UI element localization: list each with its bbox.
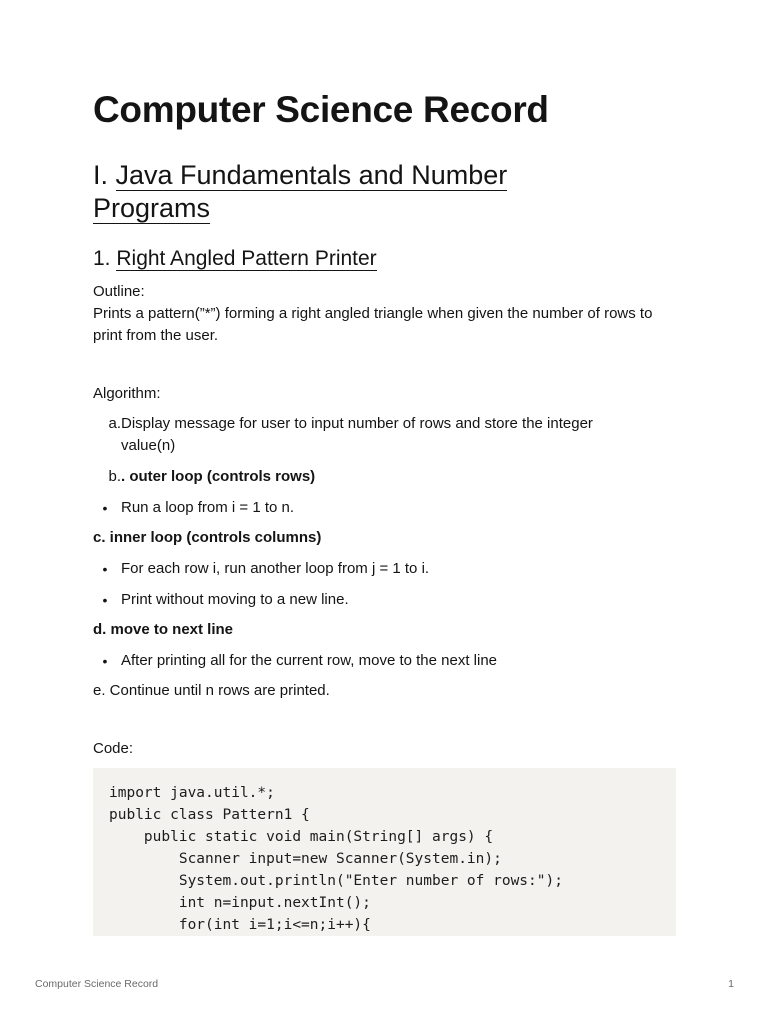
- step-e-text: e. Continue until n rows are printed.: [93, 682, 330, 699]
- code-source: import java.util.*; public class Pattern1 { public static void main(String[] args) { Scanner input=new Scanner(System.in); System.out.println("Enter number of rows:"); int n=input.nextInt(); for(int i=1;i<=n;i++){: [109, 785, 563, 933]
- footer-title: Computer Science Record: [35, 978, 159, 990]
- bullet-icon: •: [102, 500, 108, 516]
- step-b-text: . outer loop (controls rows): [121, 468, 316, 485]
- subsection-heading: [93, 244, 377, 274]
- code-block: [93, 768, 676, 936]
- step-c-bullet-1-text: For each row i, run another loop from j = 1 to i.: [121, 560, 430, 577]
- step-d-heading: d. move to next line: [93, 621, 234, 638]
- subsection-title: Right Angled Pattern Printer: [116, 247, 377, 270]
- step-c-heading: c. inner loop (controls columns): [93, 529, 322, 546]
- step-b-bullet-text: Run a loop from i = 1 to n.: [121, 499, 295, 516]
- step-b-marker: b.: [108, 468, 121, 485]
- outline-text: Prints a pattern(”*”) forming a right angled triangle when given the number of rows to print from the user.: [93, 305, 653, 344]
- step-c-bullet-2-text: Print without moving to a new line.: [121, 591, 349, 608]
- algorithm-step-b: [93, 466, 677, 488]
- section-title: Java Fundamentals and Number Programs: [93, 160, 508, 223]
- step-b-bullet: [93, 497, 677, 519]
- code-label: Code:: [93, 740, 134, 757]
- algorithm-label: Algorithm:: [93, 385, 161, 402]
- step-c-bullet-2: [93, 589, 677, 611]
- step-a-text: Display message for user to input number of rows and store the integer value(n): [121, 415, 593, 454]
- step-c-bullet-1: [93, 558, 677, 580]
- subsection-number: 1.: [93, 247, 117, 270]
- bullet-icon: •: [102, 561, 108, 577]
- document-title: Computer Science Record: [93, 89, 549, 130]
- algorithm-step-a: [93, 413, 677, 457]
- section-heading: [93, 159, 593, 225]
- bullet-icon: •: [102, 592, 108, 608]
- bullet-icon: •: [102, 653, 108, 669]
- section-number: I.: [93, 160, 116, 190]
- step-a-marker: a.: [108, 415, 121, 432]
- step-d-bullet-text: After printing all for the current row, move to the next line: [121, 652, 498, 669]
- step-d-bullet: [93, 650, 677, 672]
- outline-label: Outline:: [93, 283, 145, 300]
- page-number: 1: [728, 978, 734, 990]
